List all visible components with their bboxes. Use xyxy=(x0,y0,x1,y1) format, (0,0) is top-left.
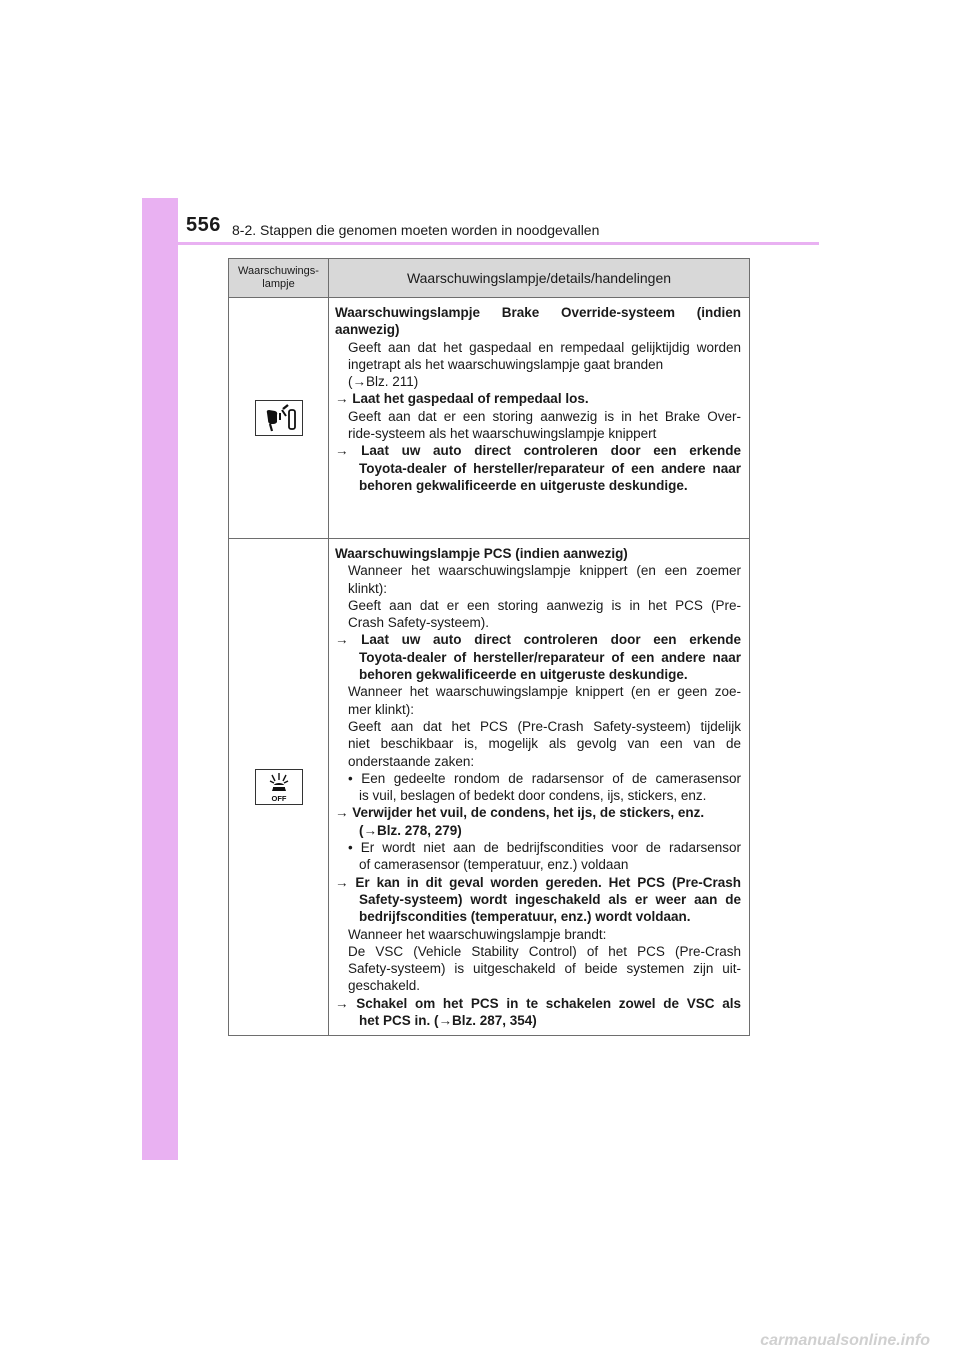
icon-cell xyxy=(229,539,329,1036)
header-details: Waarschuwingslampje/details/handelingen xyxy=(329,259,750,298)
table-row xyxy=(229,298,750,539)
brake-override-description: Waarschuwingslampje Brake Override-systeem (indien aanwezig) Geeft aan dat het gaspedaal en rempedaal gelijktijdig worden ingetrapt als het waarschuwingslampje gaat branden (→Blz. 211) → Laat het gaspedaal of rempedaal los. Geeft aan dat er een storing aanwezig is in het Brake Over- ride-systeem als het waarschuwingslampje knippert → Laat uw auto direct controleren door een erkende Toyota-dealer of hersteller/reparateur of een andere naar behoren gekwalificeerde en uitgeruste deskundige. xyxy=(329,298,750,539)
header-divider xyxy=(142,242,819,245)
warning-light-table xyxy=(228,258,750,1036)
pcs-off-warning-icon xyxy=(255,769,303,805)
pcs-description: Waarschuwingslampje PCS (indien aanwezig) Wanneer het waarschuwingslampje knippert (en een zoemer klinkt): Geeft aan dat er een storing aanwezig is in het PCS (Pre- Crash Safety-systeem). → Laat uw auto direct controleren door een erkende Toyota-dealer of hersteller/reparateur of een andere naar behoren gekwalificeerde en uitgeruste deskundige. Wanneer het waarschuwingslampje knippert (en er geen zoe- mer klinkt): Geeft aan dat het PCS (Pre-Crash Safety-systeem) tijdelijk niet beschikbaar is, mogelijk als gevolg van een van de onderstaande zaken: • Een gedeelte rondom de radarsensor of de camerasensor is vuil, beslagen of bedekt door condens, ijs, stickers, enz. → Verwijder het vuil, de condens, het ijs, de stickers, enz. (→Blz. 278, 279) • Er wordt niet aan de bedrijfscondities voor de radarsensor of camerasensor (temperatuur, enz.) voldaan → Er kan in dit geval worden gereden. Het PCS (Pre-Crash Safety-systeem) wordt ingeschakeld als er weer aan de bedrijfscondities (temperatuur, enz.) wordt voldaan. Wanneer het waarschuwingslampje brandt: De VSC (Vehicle Stability Control) of het PCS (Pre-Crash Safety-systeem) is uitgeschakeld of beide systemen zijn uit- geschakeld. → Schakel om het PCS in te schakelen zowel de VSC als het PCS in. (→Blz. 287, 354) xyxy=(329,539,750,1036)
table-header-row xyxy=(229,259,750,298)
pcs-off-label: OFF xyxy=(271,794,286,804)
watermark: carmanualsonline.info xyxy=(760,1332,930,1349)
brake-override-warning-icon xyxy=(255,400,303,436)
page-number: 556 xyxy=(186,214,221,236)
section-side-tab xyxy=(142,198,178,1160)
header-warning-light: Waarschuwings- lampje xyxy=(229,259,329,298)
icon-cell xyxy=(229,298,329,539)
table-row xyxy=(229,539,750,1036)
section-title: 8-2. Stappen die genomen moeten worden in noodgevallen xyxy=(232,222,600,238)
